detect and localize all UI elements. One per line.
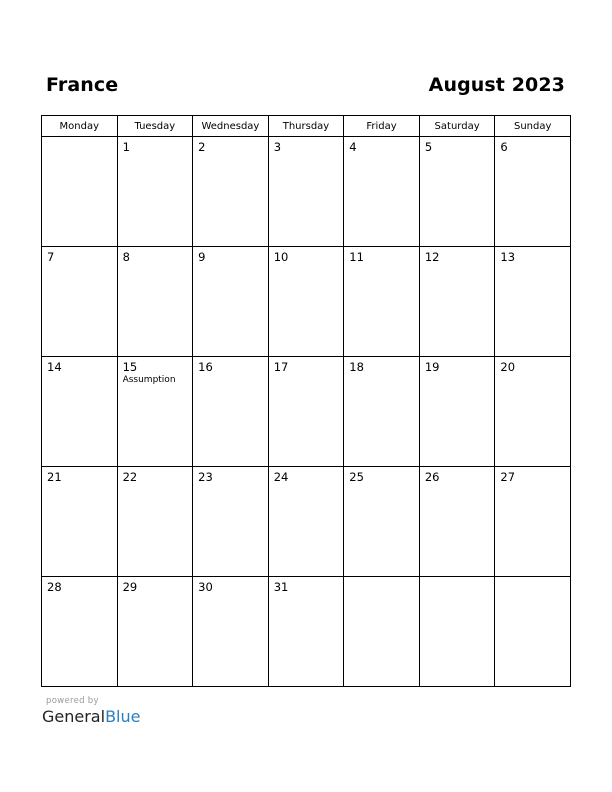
day-number: 24 — [273, 470, 289, 484]
day-number — [42, 137, 117, 140]
day-number: 31 — [273, 580, 289, 594]
day-number: 15 — [122, 360, 138, 374]
day-number: 20 — [500, 360, 516, 374]
day-cell — [42, 247, 118, 357]
day-cell — [419, 357, 495, 467]
day-cell — [42, 577, 118, 687]
day-cell — [268, 577, 344, 687]
day-cell — [193, 137, 269, 247]
day-cell — [42, 137, 118, 247]
footer-branding — [42, 696, 140, 726]
day-cell — [193, 467, 269, 577]
day-cell — [344, 137, 420, 247]
weekday-header: Thursday — [268, 116, 344, 137]
day-cell — [344, 577, 420, 687]
day-number: 18 — [349, 360, 364, 374]
day-number: 28 — [47, 580, 62, 594]
day-number: 17 — [273, 360, 289, 374]
weekday-header: Tuesday — [117, 116, 193, 137]
day-cell — [419, 577, 495, 687]
brand-logo[interactable] — [42, 707, 140, 726]
day-number: 11 — [349, 250, 364, 264]
calendar-grid — [41, 115, 571, 687]
day-cell — [495, 247, 571, 357]
day-number: 1 — [122, 140, 130, 154]
day-cell — [268, 247, 344, 357]
weekday-header: Monday — [42, 116, 118, 137]
powered-by-text: powered by — [46, 696, 99, 706]
day-number: 26 — [424, 470, 440, 484]
week-row — [42, 137, 571, 247]
week-row — [42, 467, 571, 577]
weekday-header: Sunday — [495, 116, 571, 137]
day-cell — [419, 247, 495, 357]
day-cell — [193, 357, 269, 467]
day-number: 6 — [500, 140, 508, 154]
week-row — [42, 247, 571, 357]
day-number — [495, 577, 570, 580]
day-cell — [42, 357, 118, 467]
day-number: 13 — [500, 250, 516, 264]
day-cell — [117, 467, 193, 577]
brand-logo-general: General — [42, 707, 106, 726]
day-cell — [419, 137, 495, 247]
day-number: 8 — [122, 250, 130, 264]
day-number: 27 — [500, 470, 516, 484]
day-cell — [419, 467, 495, 577]
day-number: 23 — [198, 470, 213, 484]
day-cell — [268, 137, 344, 247]
day-cell — [344, 357, 420, 467]
day-number: 22 — [122, 470, 138, 484]
day-cell — [117, 247, 193, 357]
day-cell — [495, 357, 571, 467]
day-number: 12 — [424, 250, 440, 264]
day-cell — [495, 467, 571, 577]
weekday-header: Saturday — [419, 116, 495, 137]
day-cell — [117, 577, 193, 687]
week-row — [42, 357, 571, 467]
weekday-header-row — [42, 116, 571, 137]
day-number: 16 — [198, 360, 213, 374]
week-row — [42, 577, 571, 687]
day-cell — [344, 467, 420, 577]
day-number: 10 — [273, 250, 289, 264]
day-number: 19 — [424, 360, 440, 374]
day-cell — [495, 577, 571, 687]
day-cell — [193, 577, 269, 687]
day-cell — [268, 467, 344, 577]
day-cell — [117, 357, 193, 467]
day-number: 29 — [122, 580, 138, 594]
day-number: 30 — [198, 580, 213, 594]
day-cell — [344, 247, 420, 357]
day-cell — [268, 357, 344, 467]
day-number: 3 — [273, 140, 282, 154]
calendar-header — [42, 70, 565, 100]
day-cell — [42, 467, 118, 577]
holiday-label: Assumption — [122, 375, 176, 385]
day-number — [344, 577, 419, 580]
day-number: 14 — [47, 360, 62, 374]
day-number: 7 — [47, 250, 55, 264]
month-year-title: August 2023 — [428, 74, 565, 96]
day-number: 2 — [198, 140, 206, 154]
day-cell — [117, 137, 193, 247]
brand-logo-blue: Blue — [105, 707, 141, 726]
country-title: France — [46, 74, 119, 96]
day-number: 5 — [424, 140, 433, 154]
day-cell — [495, 137, 571, 247]
weekday-header: Friday — [344, 116, 420, 137]
day-number: 21 — [47, 470, 62, 484]
day-number: 9 — [198, 250, 206, 264]
day-number: 4 — [349, 140, 357, 154]
day-cell — [193, 247, 269, 357]
weekday-header: Wednesday — [193, 116, 269, 137]
day-number — [420, 577, 495, 580]
day-number: 25 — [349, 470, 364, 484]
